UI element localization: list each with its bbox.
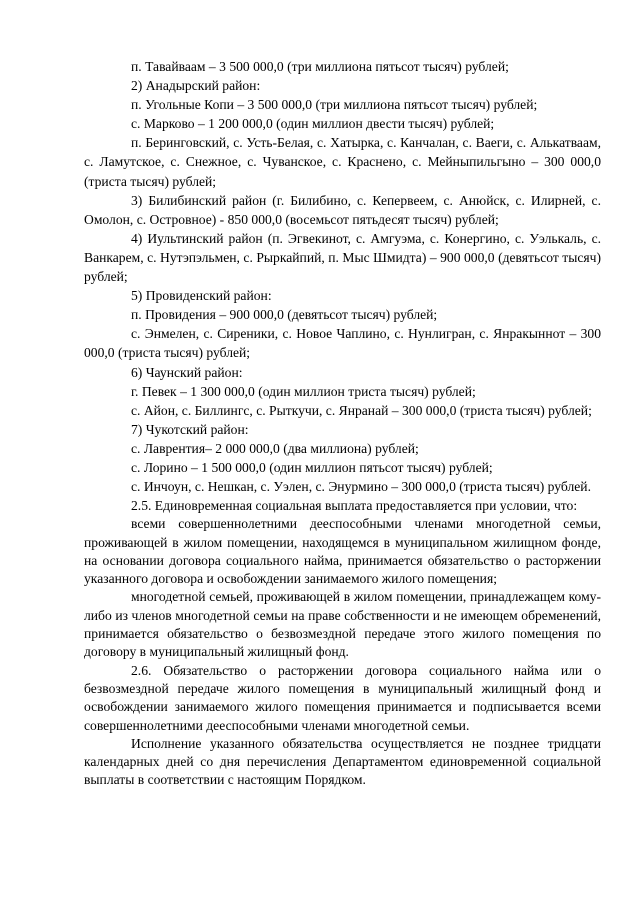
paragraph-ugolnye-kopi: п. Угольные Копи – 3 500 000,0 (три миллиона пятьсот тысяч) рублей; [131,97,538,113]
paragraph-section-2-6: 2.6. Обязательство о расторжении договора социального найма или о безвозмездной передаче жилого помещения в муниципальный жилищный фонд и освобождении занимаемого жилого помещения принимается и подписывается всеми совершеннолетними дееспособными членами многодетной семьи. [84,662,601,733]
paragraph-condition-social-rent: всеми совершеннолетними дееспособными членами многодетной семьи, проживающей в жилом помещении, находящемся в муниципальном жилищном фонде, на основании договора социального найма, принимается обязательство о расторжении указанного договора и освобождении занимаемого жилого помещения; [84,516,601,587]
paragraph-condition-ownership: многодетной семьей, проживающей в жилом помещении, принадлежащем кому-либо из членов многодетной семьи на праве собственности и не имеющем обременений, принимается обязательство о безвозмездной передаче этого жилого помещения по договору в муниципальный жилищный фонд. [84,589,601,660]
document-page [84,57,601,790]
paragraph-lorino: с. Лорино – 1 500 000,0 (один миллион пятьсот тысяч) рублей; [131,459,493,475]
paragraph-section-2-5: 2.5. Единовременная социальная выплата предоставляется при условии, что: [131,498,578,514]
paragraph-lavrentiya: с. Лаврентия– 2 000 000,0 (два миллиона) рублей; [131,440,419,456]
paragraph-anadyr-district: 2) Анадырский район: [131,78,261,94]
paragraph-markovo: с. Марково – 1 200 000,0 (один миллион двести тысяч) рублей; [131,116,495,132]
paragraph-bilibino-district: 3) Билибинский район (г. Билибино, с. Кепервеем, с. Анюйск, с. Илирней, с. Омолон, с. Островное) - 850 000,0 (восемьсот пятьдесят тысяч) рублей; [84,192,601,227]
paragraph-beringovsky-settlements: п. Беринговский, с. Усть-Белая, с. Хатырка, с. Канчалан, с. Ваеги, с. Алькатваам, с. Ламутское, с. Снежное, с. Чуванское, с. Краснено, с. Мейныпильгыно – 300 000,0 (триста тысяч) рублей; [84,135,601,189]
paragraph-enmelen-settlements: с. Энмелен, с. Сиреники, с. Новое Чаплино, с. Нунлигран, с. Янракыннот – 300 000,0 (триста тысяч) рублей; [84,326,601,361]
paragraph-inchoun-settlements: с. Инчоун, с. Нешкан, с. Уэлен, с. Энурмино – 300 000,0 (триста тысяч) рублей. [131,479,591,495]
paragraph-chukotsky-district: 7) Чукотский район: [131,421,249,437]
paragraph-tavaivaam: п. Тавайваам – 3 500 000,0 (три миллиона пятьсот тысяч) рублей; [131,59,509,74]
paragraph-iultin-district: 4) Иультинский район (п. Эгвекинот, с. Амгуэма, с. Конергино, с. Уэлькаль, с. Ванкарем, с. Нутэпэльмен, с. Рыркайпий, п. Мыс Шмидта) – 900 000,0 (девятьсот тысяч) рублей; [84,230,601,285]
paragraph-chaun-district: 6) Чаунский район: [131,364,243,380]
paragraph-provideniya: п. Провидения – 900 000,0 (девятьсот тысяч) рублей; [131,307,438,323]
paragraph-pevek: г. Певек – 1 300 000,0 (один миллион триста тысяч) рублей; [131,383,476,399]
paragraph-aion-settlements: с. Айон, с. Биллингс, с. Рыткучи, с. Янранай – 300 000,0 (триста тысяч) рублей; [131,402,592,418]
paragraph-provideniya-district: 5) Провиденский район: [131,288,272,304]
paragraph-execution-deadline: Исполнение указанного обязательства осуществляется не позднее тридцати календарных дней со дня перечисления Департаментом единовременной социальной выплаты в соответствии с настоящим Порядком. [84,735,601,788]
